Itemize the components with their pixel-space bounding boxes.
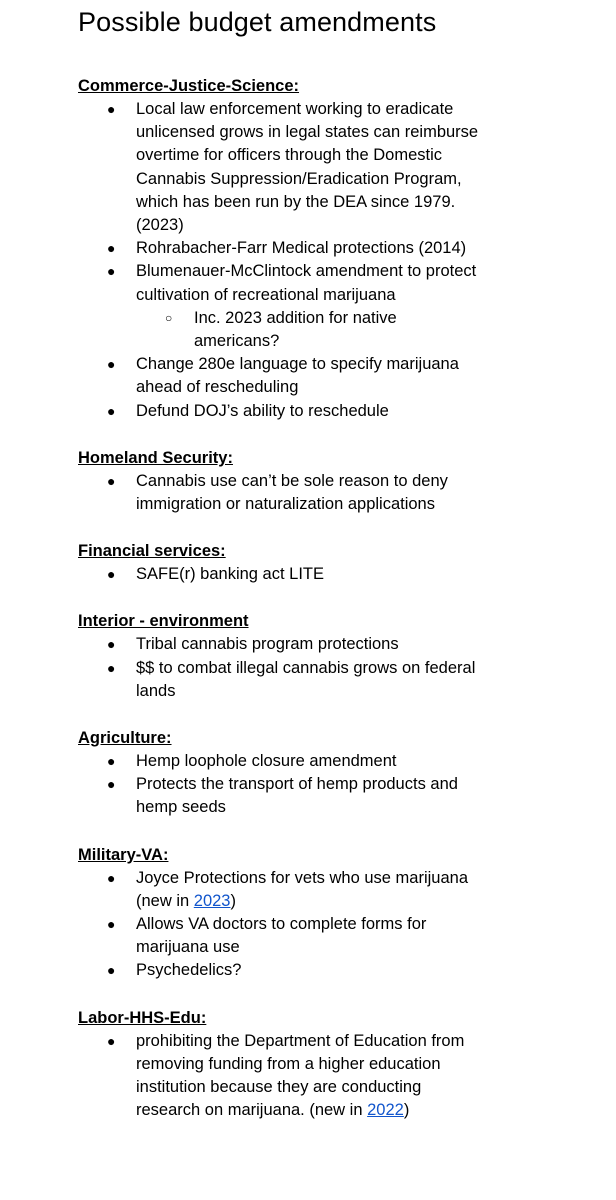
bullet-icon: ● (107, 566, 116, 583)
list-item-text: Rohrabacher-Farr Medical protections (2014) (136, 239, 467, 258)
list-item (78, 353, 488, 399)
list-item-text: Cannabis use can’t be sole reason to deny immigration or naturalization applications (136, 471, 448, 514)
bullet-icon: ● (107, 962, 116, 979)
list-item-text: $$ to combat illegal cannabis grows on federal lands (136, 658, 476, 700)
bullet-icon: ● (107, 753, 116, 770)
section-heading: Commerce-Justice-Science: (78, 77, 300, 95)
sub-list-item-text: Inc. 2023 addition for native americans? (194, 308, 397, 351)
list-item-text: Protects the transport of hemp products and hemp seeds (136, 775, 458, 817)
bullet-icon: ● (107, 659, 116, 676)
bullet-icon: ● (107, 240, 116, 257)
bullet-list (78, 750, 598, 820)
bullet-list (78, 1030, 598, 1123)
list-item-text: Change 280e language to specify marijuana ahead of rescheduling (136, 355, 459, 397)
bullet-icon: ● (107, 356, 116, 373)
section-labor-hhs-edu (78, 1007, 598, 1123)
section-heading: Labor-HHS-Edu: (78, 1008, 207, 1027)
sub-bullet-icon: ○ (165, 310, 173, 325)
list-item-text: Joyce Protections for vets who use marijuana (new in (136, 868, 468, 910)
list-item (78, 633, 488, 656)
bullet-icon: ● (107, 101, 116, 117)
bullet-icon: ● (107, 916, 116, 933)
section-commerce-justice-science (78, 75, 598, 423)
list-item (78, 260, 488, 353)
sub-list-item (78, 307, 434, 353)
bullet-list (78, 98, 598, 423)
section-military-va (78, 844, 598, 983)
list-item-text: Allows VA doctors to complete forms for marijuana use (136, 915, 427, 957)
section-heading: Homeland Security: (78, 448, 233, 467)
list-item (78, 657, 488, 703)
list-item-text: Blumenauer-McClintock amendment to protect cultivation of recreational marijuana (136, 262, 477, 304)
bullet-icon: ● (107, 636, 116, 653)
list-item (78, 237, 488, 260)
list-item-text: Local law enforcement working to eradicate unlicensed grows in legal states can reimburse overtime for officers through the Domestic Cannabis Suppression/Eradication Program, which has been run by the DEA since 1979. (2023) (136, 100, 479, 235)
section-heading: Financial services: (78, 542, 226, 561)
section-interior-environment (78, 610, 598, 703)
section-financial-services (78, 540, 598, 586)
bullet-icon: ● (107, 402, 116, 419)
list-item (78, 773, 488, 819)
section-heading: Agriculture: (78, 729, 172, 748)
list-item-text: Psychedelics? (136, 961, 242, 980)
section-heading: Interior - environment (78, 612, 249, 631)
bullet-icon: ● (107, 1032, 116, 1049)
list-item (78, 400, 488, 423)
document-page (78, 0, 598, 1123)
sub-bullet-list (78, 307, 488, 353)
section-homeland-security (78, 447, 598, 516)
list-item-text: Hemp loophole closure amendment (136, 752, 397, 771)
list-item (78, 563, 488, 586)
list-item-text: Tribal cannabis program protections (136, 635, 399, 654)
list-item-text-suffix: ) (403, 1101, 410, 1120)
section-agriculture (78, 727, 598, 820)
link-2023[interactable]: 2023 (193, 891, 231, 910)
bullet-icon: ● (107, 472, 116, 489)
bullet-list (78, 563, 598, 586)
list-item (78, 959, 488, 982)
list-item-text: SAFE(r) banking act LITE (136, 565, 324, 584)
list-item (78, 98, 488, 237)
list-item-text-suffix: ) (230, 891, 236, 910)
list-item-text: prohibiting the Department of Education from removing funding from a higher education institution because they are conducting research on marijuana. (new in (136, 1031, 465, 1120)
list-item-text: Defund DOJ’s ability to reschedule (136, 401, 389, 420)
list-item (78, 750, 488, 773)
section-heading: Military-VA: (78, 845, 169, 864)
list-item (78, 913, 488, 959)
bullet-list (78, 633, 598, 703)
list-item (78, 470, 488, 516)
document-title: Possible budget amendments (78, 7, 437, 37)
bullet-list (78, 470, 598, 516)
list-item (78, 867, 488, 913)
bullet-icon: ● (107, 869, 116, 886)
list-item (78, 1030, 488, 1123)
bullet-icon: ● (107, 263, 116, 280)
bullet-icon: ● (107, 776, 116, 793)
bullet-list (78, 867, 598, 983)
link-2022[interactable]: 2022 (367, 1101, 404, 1120)
